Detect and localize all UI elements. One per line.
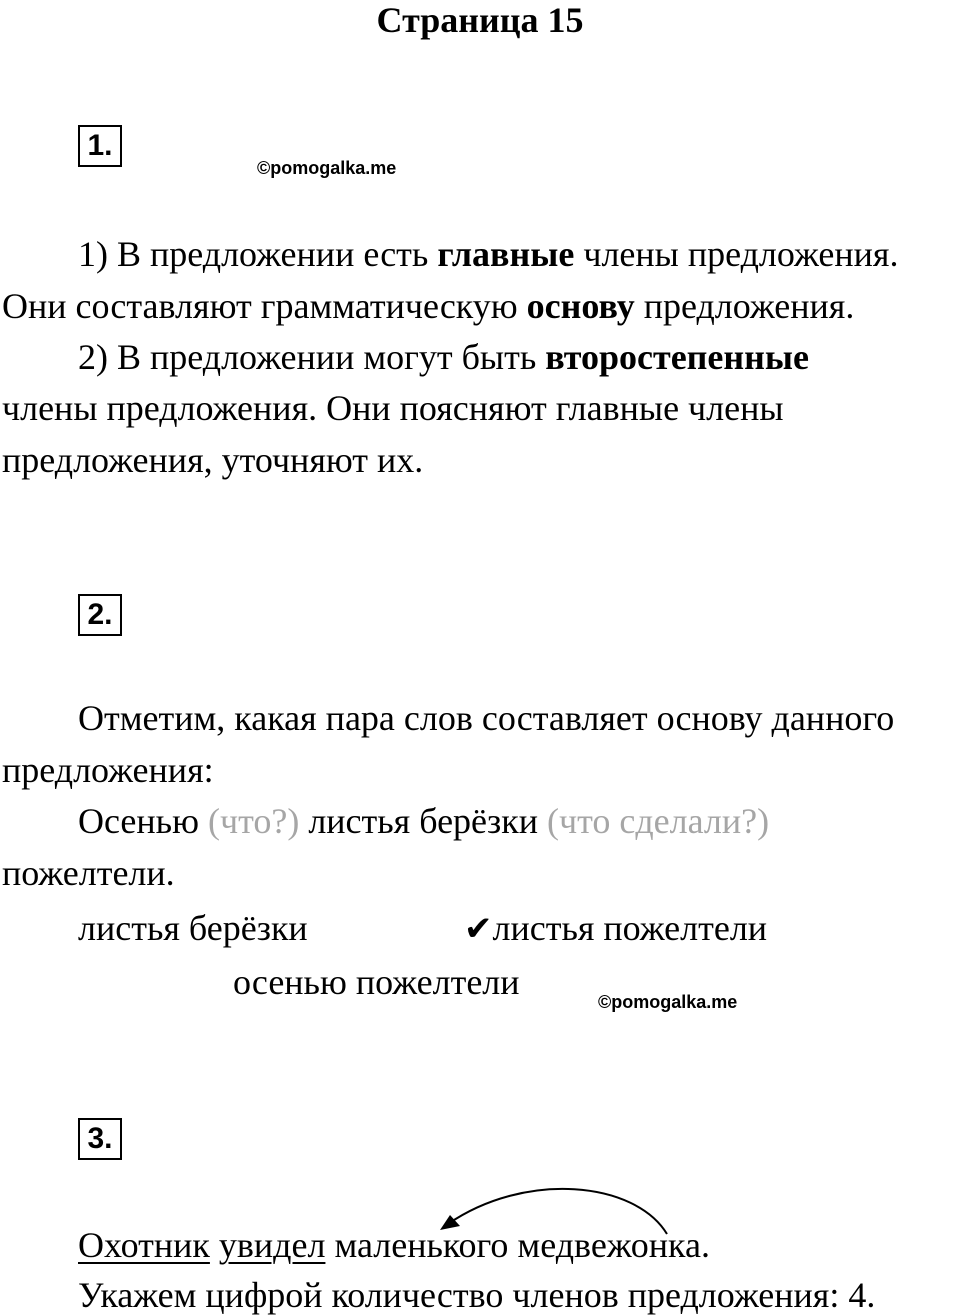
bold-term-basis: основу (526, 286, 635, 326)
text-span: 1) В предложении есть (78, 234, 438, 274)
task-3-sentence (78, 1225, 710, 1265)
page-title: Страница 15 (376, 0, 584, 40)
text-span: Они составляют грамматическую (2, 286, 527, 326)
text-span: члены предложения. (574, 234, 899, 274)
task-1-line-4: члены предложения. Они поясняют главные члены (2, 388, 784, 428)
subject-word: Охотник (78, 1225, 210, 1265)
sentence-word: листья берёзки (308, 801, 539, 841)
task-2-intro-line-1: Отметим, какая пара слов составляет основу данного (78, 698, 895, 738)
task-1-line-1 (78, 234, 898, 274)
text-span: предложения. (634, 286, 855, 326)
task-1-line-2 (2, 286, 854, 326)
predicate-word: увидел (218, 1225, 326, 1265)
task-3-number: 3. (78, 1118, 122, 1160)
bold-term-secondary: второстепенные (545, 337, 809, 377)
checkmark-icon: ✔ (464, 909, 493, 949)
task-1-line-5: предложения, уточняют их. (2, 440, 424, 480)
option-3: осенью пожелтели (233, 962, 520, 1002)
task-2-sentence-end: пожелтели. (2, 853, 175, 893)
watermark-2: ©pomogalka.me (598, 992, 738, 1012)
task-2-intro-line-2: предложения: (2, 750, 214, 790)
sentence-rest: маленького медвежонка. (334, 1225, 710, 1265)
task-1-number: 1. (78, 125, 122, 167)
text-span: 2) В предложении могут быть (78, 337, 546, 377)
sentence-word: Осенью (78, 801, 199, 841)
option-2-label: листья пожелтели (492, 908, 768, 948)
task-3-answer: Укажем цифрой количество членов предложения: 4. (78, 1275, 876, 1315)
task-2-number: 2. (78, 594, 122, 636)
task-1-line-3 (78, 337, 809, 377)
watermark-1: ©pomogalka.me (257, 158, 397, 178)
bold-term-main: главные (437, 234, 575, 274)
question-hint: (что сделали?) (547, 801, 770, 841)
task-2-sentence (78, 801, 769, 841)
option-2 (464, 908, 767, 949)
question-hint: (что?) (207, 801, 300, 841)
option-1: листья берёзки (78, 908, 308, 948)
